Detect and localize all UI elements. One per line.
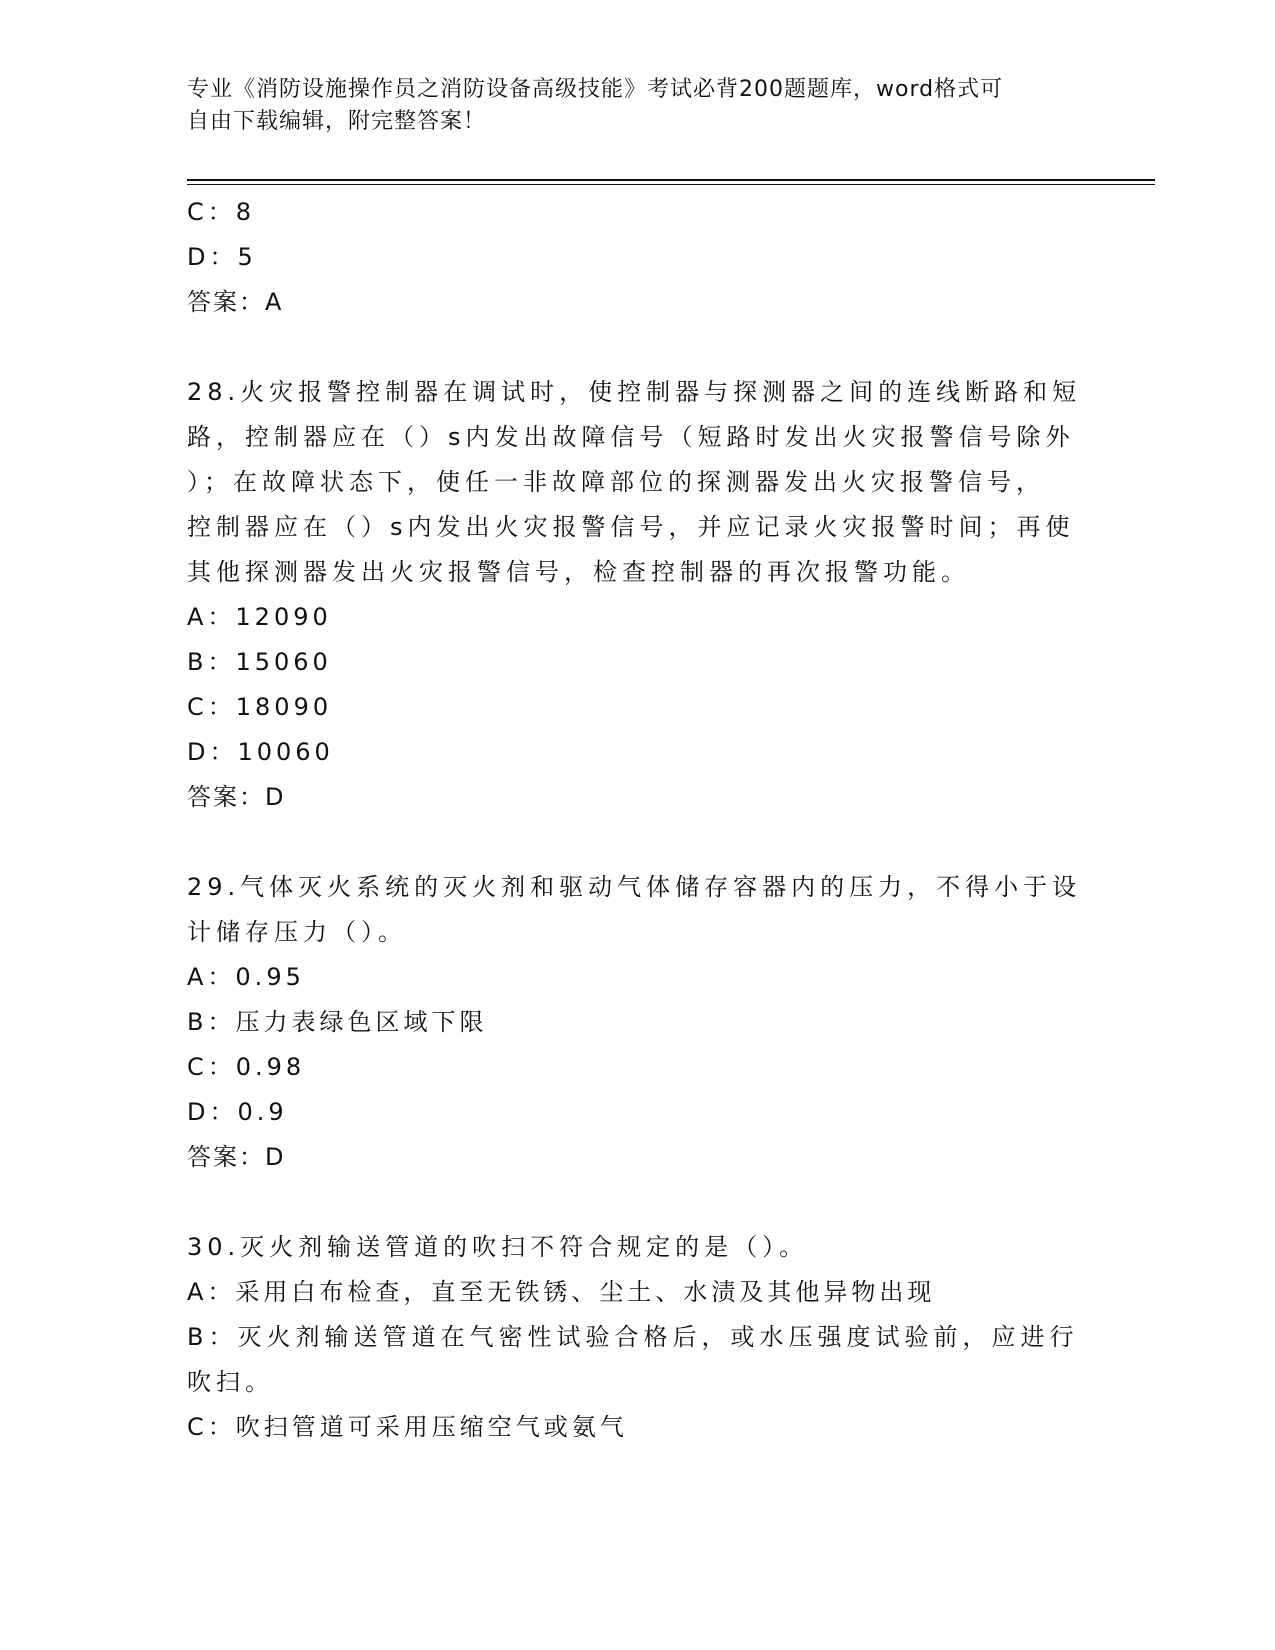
question-text-line: 其他探测器发出火灾报警信号，检查控制器的再次报警功能。	[187, 558, 970, 586]
option-d: D：5	[187, 243, 257, 271]
question-text-line: 30.灭火剂输送管道的吹扫不符合规定的是（）。	[187, 1233, 809, 1261]
question-text-line: 路，控制器应在（）s内发出故障信号（短路时发出火灾报警信号除外	[187, 423, 1075, 451]
option-a: A：12090	[187, 603, 332, 631]
question-text-line: 控制器应在（）s内发出火灾报警信号，并应记录火灾报警时间；再使	[187, 513, 1075, 541]
option-c: C：0.98	[187, 1053, 306, 1081]
option-d: D：0.9	[187, 1098, 288, 1126]
header-divider-thin	[187, 184, 1155, 185]
question-text-line: ）；在故障状态下，使任一非故障部位的探测器发出火灾报警信号，	[187, 468, 1045, 496]
option-c: C：18090	[187, 693, 333, 721]
option-a: A：0.95	[187, 963, 305, 991]
question-text-line: 29.气体灭火系统的灭火剂和驱动气体储存容器内的压力，不得小于设	[187, 873, 1082, 901]
question-29	[187, 865, 1087, 1180]
answer-line: 答案：D	[187, 783, 286, 811]
spacer	[187, 325, 1087, 370]
question-list	[187, 190, 1087, 1450]
answer-line: 答案：D	[187, 1143, 286, 1171]
document-header	[187, 74, 1087, 138]
option-b: B：压力表绿色区域下限	[187, 1008, 488, 1036]
header-title-line-2: 自由下载编辑，附完整答案！	[187, 109, 487, 134]
answer-line: 答案：A	[187, 288, 284, 316]
option-b-line: 吹扫。	[187, 1368, 274, 1396]
question-28	[187, 370, 1087, 820]
option-b-line: B：灭火剂输送管道在气密性试验合格后，或水压强度试验前，应进行	[187, 1323, 1079, 1351]
previous-question-tail	[187, 190, 1087, 325]
header-title-line-1: 专业《消防设施操作员之消防设备高级技能》考试必背200题题库，word格式可	[187, 77, 1004, 102]
spacer	[187, 1180, 1087, 1225]
option-d: D：10060	[187, 738, 334, 766]
option-c: C：吹扫管道可采用压缩空气或氨气	[187, 1413, 628, 1441]
option-a: A：采用白布检查，直至无铁锈、尘土、水渍及其他异物出现	[187, 1278, 936, 1306]
question-text-line: 28.火灾报警控制器在调试时，使控制器与探测器之间的连线断路和短	[187, 378, 1082, 406]
option-c: C：8	[187, 198, 256, 226]
option-b: B：15060	[187, 648, 332, 676]
question-30	[187, 1225, 1087, 1450]
question-text-line: 计储存压力（）。	[187, 918, 407, 946]
header-divider-thick	[187, 179, 1155, 181]
spacer	[187, 820, 1087, 865]
